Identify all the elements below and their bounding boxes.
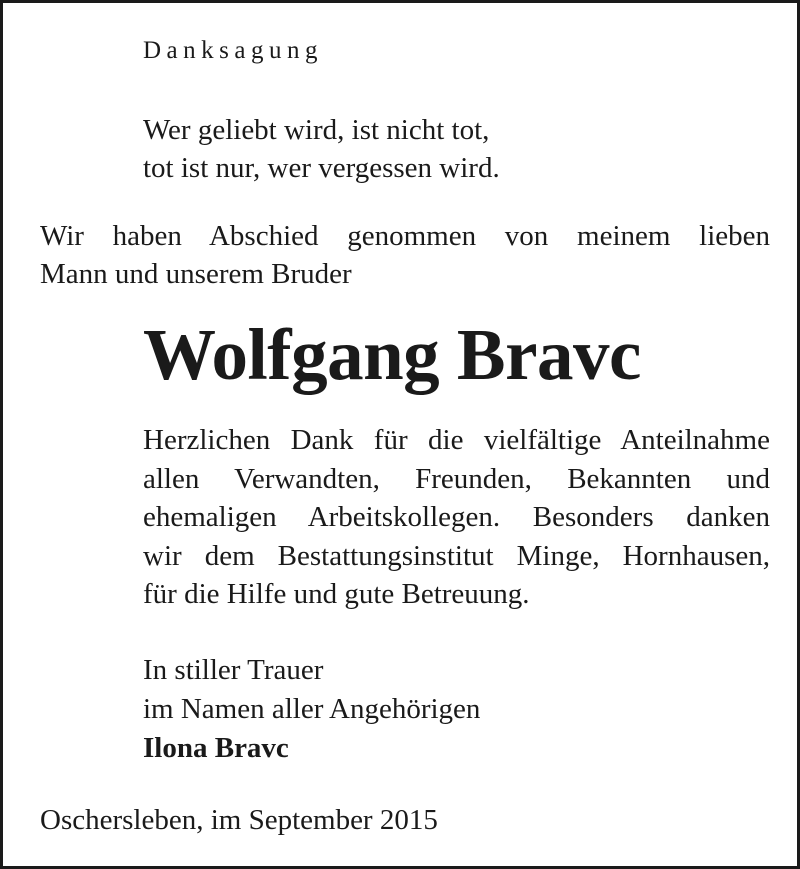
intro-line: Mann und unserem Bruder xyxy=(40,258,352,290)
motto-line: tot ist nur, wer vergessen wird. xyxy=(143,152,500,184)
thanks-line: wir dem Bestattungsinstitut Minge, Hornhausen, xyxy=(143,539,770,572)
notice-heading: Danksagung xyxy=(143,37,323,64)
thanks-line: für die Hilfe und gute Betreuung. xyxy=(143,578,530,610)
signoff-line: In stiller Trauer xyxy=(143,654,324,686)
signoff-line: im Namen aller Angehörigen xyxy=(143,693,481,725)
thanks-paragraph xyxy=(143,421,770,614)
signoff-block xyxy=(143,651,480,768)
intro-line: Wir haben Abschied genommen von meinem lieben xyxy=(40,220,770,252)
motto-quote xyxy=(143,111,500,187)
motto-line: Wer geliebt wird, ist nicht tot, xyxy=(143,114,490,146)
thanks-line: Herzlichen Dank für die vielfältige Anteilnahme xyxy=(143,424,770,456)
place-and-date: Oschersleben, im September 2015 xyxy=(40,804,438,836)
signer-name: Ilona Bravc xyxy=(143,732,289,764)
intro-text xyxy=(40,217,770,293)
thanks-line: allen Verwandten, Freunden, Bekannten und xyxy=(143,462,770,495)
deceased-name: Wolfgang Bravc xyxy=(143,314,641,395)
thanks-line: ehemaligen Arbeitskollegen. Besonders danken xyxy=(143,501,770,533)
